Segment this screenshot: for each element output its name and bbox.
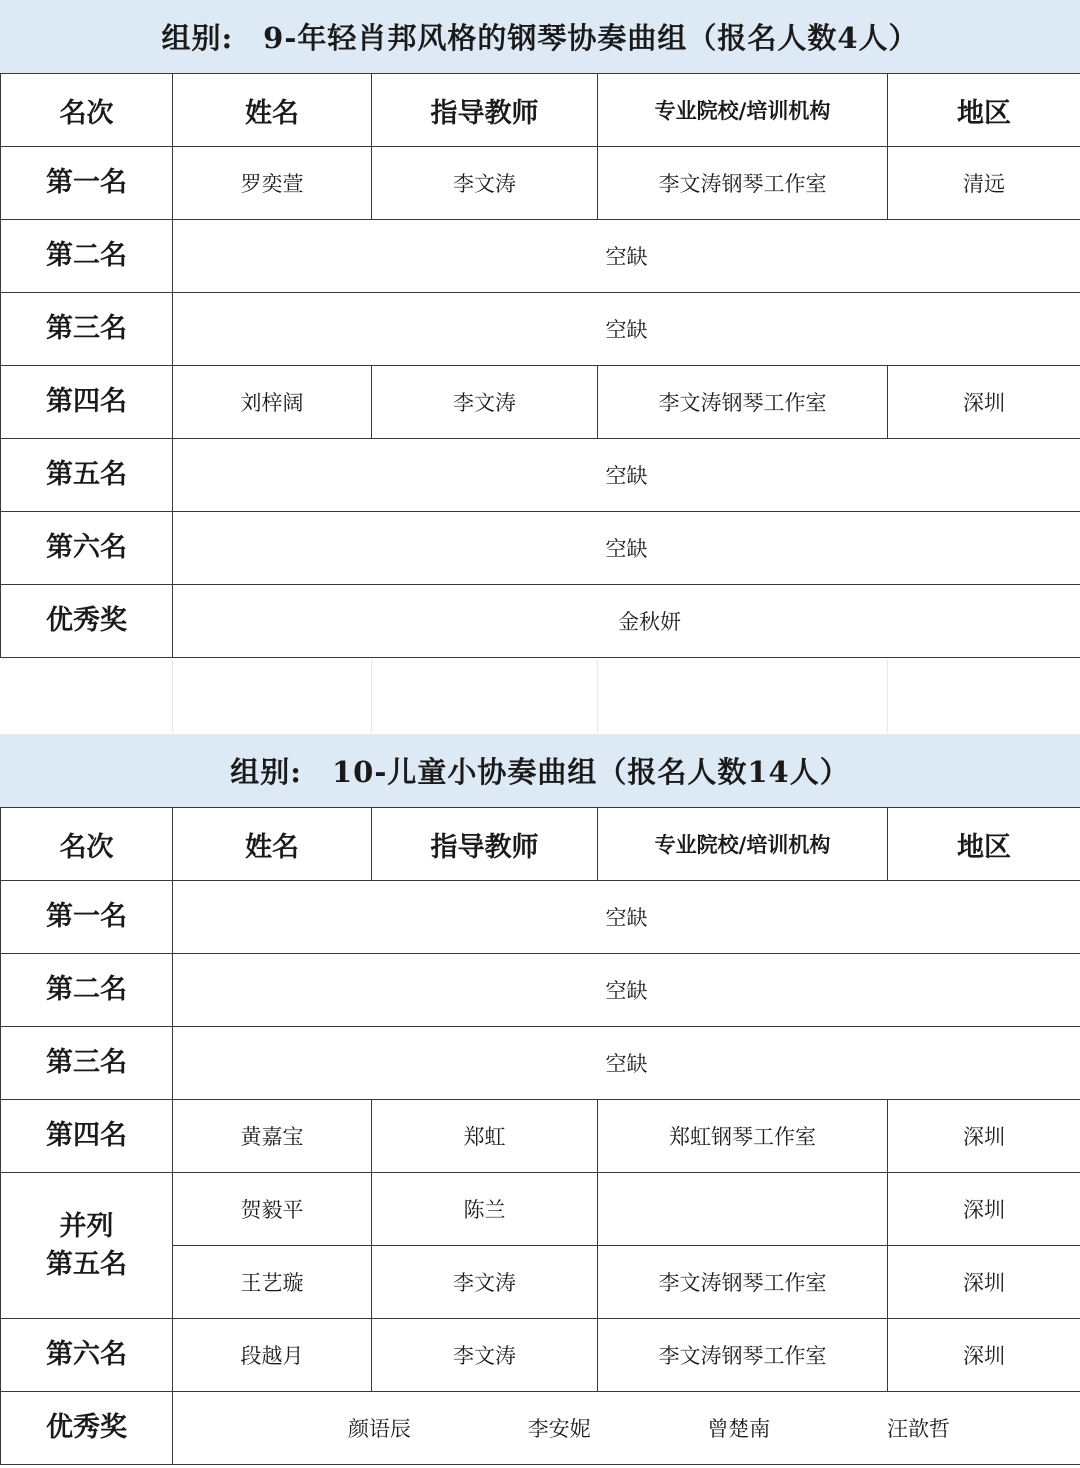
- vacant-cell: 空缺: [173, 439, 1080, 512]
- rank-cell: 第一名: [1, 881, 173, 954]
- honor-cell: [173, 1392, 1080, 1465]
- col-institution-header: 专业院校/培训机构: [598, 74, 888, 147]
- table-row: [1, 1319, 1080, 1392]
- col-institution-header: 专业院校/培训机构: [598, 808, 888, 881]
- region-cell: 深圳: [888, 1100, 1080, 1173]
- name-cell: 段越月: [173, 1319, 372, 1392]
- group1-results-table: [0, 73, 1080, 658]
- honor-names: [173, 1413, 1080, 1443]
- col-rank-header: 名次: [1, 74, 173, 147]
- institution-cell: [598, 1173, 888, 1246]
- table-row: [1, 293, 1080, 366]
- honor-name: 汪歆哲: [886, 1417, 950, 1441]
- rank-cell: 第四名: [1, 366, 173, 439]
- col-teacher-header: 指导教师: [372, 808, 598, 881]
- vacant-cell: 空缺: [173, 220, 1080, 293]
- group1-label: 组别:: [161, 21, 234, 55]
- rank-cell: 第二名: [1, 954, 173, 1027]
- name-cell: 黄嘉宝: [173, 1100, 372, 1173]
- group2-label: 组别:: [230, 755, 302, 789]
- table-row: [1, 1392, 1080, 1465]
- table-row: [1, 439, 1080, 512]
- region-cell: 深圳: [888, 1319, 1080, 1392]
- table-row: [1, 512, 1080, 585]
- teacher-cell: 李文涛: [372, 1319, 598, 1392]
- name-cell: 贺毅平: [173, 1173, 372, 1246]
- institution-cell: 李文涛钢琴工作室: [598, 1246, 888, 1319]
- rank-cell: 第四名: [1, 1100, 173, 1173]
- honor-name: 颜语辰: [348, 1417, 411, 1441]
- table-header-row: [1, 74, 1080, 147]
- rank-cell: 第六名: [1, 1319, 173, 1392]
- institution-cell: 李文涛钢琴工作室: [598, 147, 888, 220]
- rank-cell: 第二名: [1, 220, 173, 293]
- rank-cell: 第三名: [1, 1027, 173, 1100]
- region-cell: 深圳: [888, 1173, 1080, 1246]
- institution-cell: 郑虹钢琴工作室: [598, 1100, 888, 1173]
- table-row: [1, 220, 1080, 293]
- teacher-cell: 李文涛: [372, 1246, 598, 1319]
- table-row: [1, 1173, 1080, 1246]
- group1-header: [0, 0, 1080, 73]
- rank-tied-line1: 并列: [59, 1210, 114, 1242]
- group1-title: 9-年轻肖邦风格的钢琴协奏曲组（报名人数4人）: [263, 21, 919, 55]
- table-row: [1, 1100, 1080, 1173]
- region-cell: 深圳: [888, 366, 1080, 439]
- col-region-header: 地区: [888, 74, 1080, 147]
- rank-tied-line2: 第五名: [46, 1248, 127, 1280]
- region-cell: 清远: [888, 147, 1080, 220]
- rank-cell-tied: [1, 1173, 173, 1319]
- table-row: [1, 1027, 1080, 1100]
- table-row: [1, 585, 1080, 658]
- institution-cell: 李文涛钢琴工作室: [598, 1319, 888, 1392]
- vacant-cell: 空缺: [173, 954, 1080, 1027]
- table-row: [1, 881, 1080, 954]
- col-name-header: 姓名: [173, 74, 372, 147]
- section-spacer: [0, 660, 1080, 733]
- table-row: [1, 954, 1080, 1027]
- table-row: [1, 147, 1080, 220]
- teacher-cell: 郑虹: [372, 1100, 598, 1173]
- rank-cell: 优秀奖: [1, 585, 173, 658]
- vacant-cell: 空缺: [173, 512, 1080, 585]
- col-teacher-header: 指导教师: [372, 74, 598, 147]
- vacant-cell: 空缺: [173, 1027, 1080, 1100]
- vacant-cell: 空缺: [173, 881, 1080, 954]
- group2-results-table: [0, 807, 1080, 1465]
- col-region-header: 地区: [888, 808, 1080, 881]
- group2-header: [0, 734, 1080, 807]
- honor-cell: 金秋妍: [173, 585, 1080, 658]
- col-name-header: 姓名: [173, 808, 372, 881]
- rank-cell: 第五名: [1, 439, 173, 512]
- table-header-row: [1, 808, 1080, 881]
- rank-cell: 第三名: [1, 293, 173, 366]
- table-row: [1, 366, 1080, 439]
- honor-name: 曾楚南: [707, 1417, 771, 1441]
- rank-cell: 第六名: [1, 512, 173, 585]
- rank-cell: 优秀奖: [1, 1392, 173, 1465]
- name-cell: 刘梓阔: [173, 366, 372, 439]
- institution-cell: 李文涛钢琴工作室: [598, 366, 888, 439]
- teacher-cell: 陈兰: [372, 1173, 598, 1246]
- group2-title: 10-儿童小协奏曲组（报名人数14人）: [331, 755, 850, 789]
- name-cell: 罗奕萱: [173, 147, 372, 220]
- teacher-cell: 李文涛: [372, 366, 598, 439]
- name-cell: 王艺璇: [173, 1246, 372, 1319]
- region-cell: 深圳: [888, 1246, 1080, 1319]
- vacant-cell: 空缺: [173, 293, 1080, 366]
- honor-name: 李安妮: [527, 1417, 591, 1441]
- col-rank-header: 名次: [1, 808, 173, 881]
- teacher-cell: 李文涛: [372, 147, 598, 220]
- rank-cell: 第一名: [1, 147, 173, 220]
